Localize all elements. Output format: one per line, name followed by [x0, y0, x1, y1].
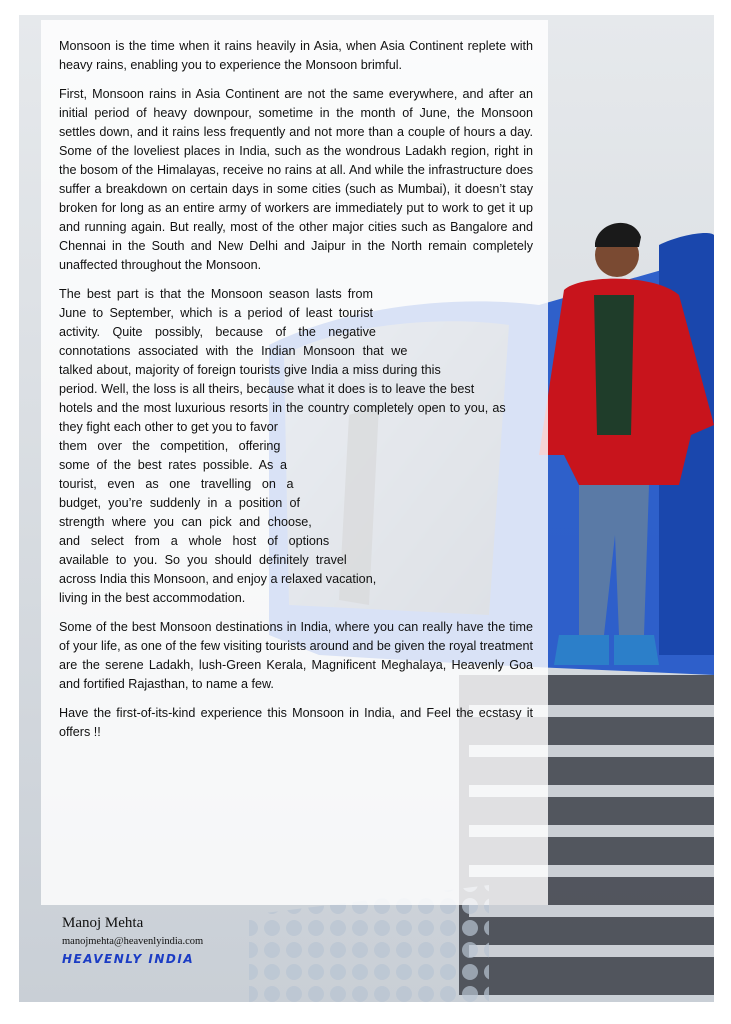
paragraph-intro: Monsoon is the time when it rains heavily in Asia, when Asia Continent replete with heavy rains, enabling you to experience the Monsoon brimful.: [59, 39, 533, 72]
paragraph-rains: First, Monsoon rains in Asia Continent are not the same everywhere, and after an initial period of heavy downpour, sometime in the month of June, the Monsoon settles down, and it rains less frequently and not more than a couple of hours a day. Some of the loveliest places in India, such as the wondrous Ladakh region, right in the bosom of the Himalayas, receive no rains at all. And while the infrastructure does suffer a breakdown on certain days in some cities (such as Mumbai), it doesn’t stay broken for long as an entire army of workers are immediately put to work to get it up and running again. But really, most of the other major cities such as Bangalore and Chennai in the South and New Delhi and Jaipur in the North remain completely unaffected throughout the Monsoon.: [59, 87, 533, 272]
paragraph-destinations: Some of the best Monsoon destinations in India, where you can really have the time of your life, as one of the few visiting tourists around and be given the royal treatment are the serene Ladakh, lush-Green Kerala, Magnificent Meghalaya, Heavenly Goa and fortified Rajasthan, to name a few.: [59, 620, 533, 691]
paragraph-season: The best part is that the Monsoon season lasts from June to September, which is a period of least tourist activity. Quite possibly, because of the negative connotations associated with the Indian Monsoon that we talked about, majority of foreign tourists give India a miss during this period. Well, the loss is all theirs, because what it does is to leave the best hotels and the most luxurious resorts in the country completely open to you, as they fight each other to get you to favor them over the competition, offering some of the best rates possible. As a tourist, even as one travelling on a budget, you’re suddenly in a position of strength where you can pick and choose, and select from a whole host of options available to you. So you should definitely travel across India this Monsoon, and enjoy a relaxed vacation, living in the best accommodation.: [59, 285, 533, 608]
author-email: manojmehta@heavenlyindia.com: [62, 936, 204, 947]
text-wrap-spacer-2: [278, 430, 533, 615]
page: [19, 15, 714, 1002]
article-body: [59, 37, 533, 752]
author-name: Manoj Mehta: [62, 915, 144, 931]
paragraph-closing: Have the first-of-its-kind experience this Monsoon in India, and Feel the ecstasy it offers !!: [59, 706, 533, 739]
brand-logo-text: HEAVENLY INDIA: [62, 952, 195, 966]
signature-block: [62, 915, 203, 966]
